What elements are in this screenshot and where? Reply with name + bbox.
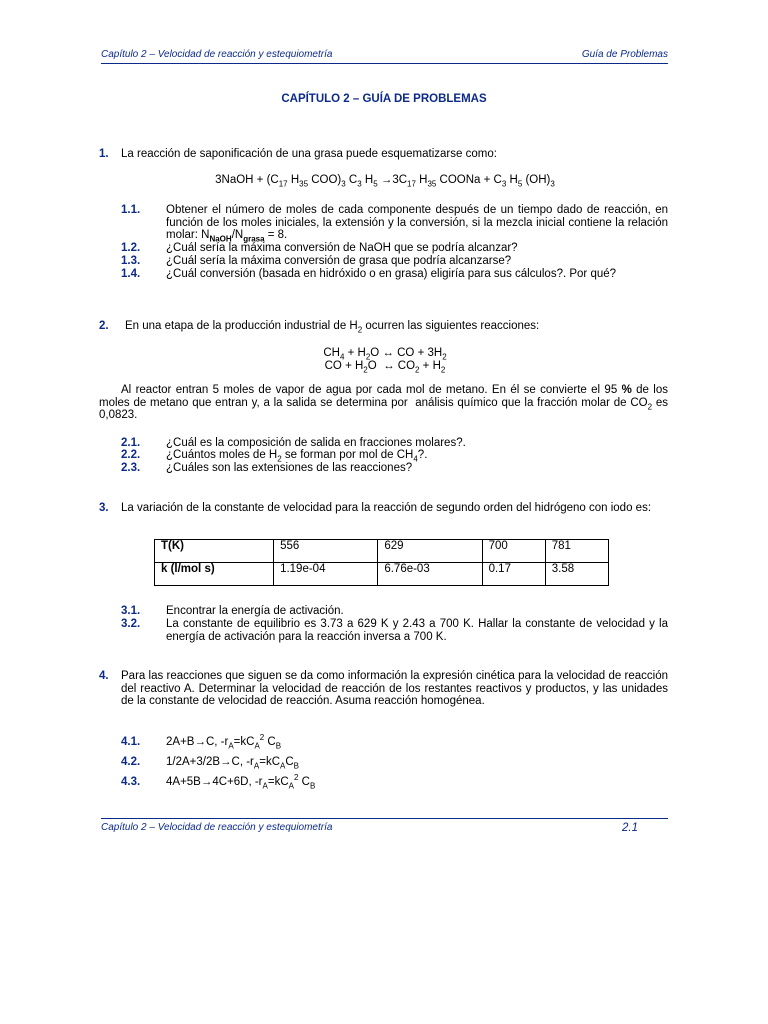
q1-item-1-number: 1.1. xyxy=(121,204,141,216)
q1-item-3-number: 1.3. xyxy=(121,255,141,267)
q2-text: En una etapa de la producción industrial de $H_2$ ocurren las siguientes reacciones: xyxy=(125,320,540,335)
table-cell: 6.76e-03 xyxy=(378,563,482,586)
q1-item-1-text: Obtener el número de moles de cada componente después de un tiempo dado de reacción, en función de los moles iniciales, la extensión y la conversión, si la mezcla inicial contiene la relación molar: $N_{NaOH}/N_{grasa} = 8$. xyxy=(166,204,668,244)
header-chapter: Capítulo 2 – Velocidad de reacción y estequiometría xyxy=(101,49,333,60)
q1-equation: 3NaOH + ($C_{17}$ $H_{35}$ $COO)_3$ $C_3$ $H_5 \to 3C_{17}$ $H_{35}$ COONa + $C_3$ $H_5$ $(OH)_3$ xyxy=(215,174,555,189)
q4-item-3-number: 4.3. xyxy=(121,776,141,788)
table-cell: 0.17 xyxy=(482,563,545,586)
q2-equation-1: $CH_4 + H_2O$ ↔ CO + $3H_2$ xyxy=(323,347,447,362)
table-cell: 3.58 xyxy=(545,563,608,586)
q1-item-2-text: ¿Cuál sería la máxima conversión de NaOH que se podría alcanzar? xyxy=(166,242,518,254)
header-guide: Guía de Problemas xyxy=(581,49,668,60)
q3-item-2-number: 3.2. xyxy=(121,618,141,630)
q1-text: La reacción de saponificación de una grasa puede esquematizarse como: xyxy=(121,148,497,160)
running-footer xyxy=(101,822,668,833)
footer-chapter: Capítulo 2 – Velocidad de reacción y estequiometría xyxy=(101,822,333,833)
rate-constant-table xyxy=(154,539,609,586)
header-rule xyxy=(101,63,668,64)
q1-item-4-number: 1.4. xyxy=(121,268,141,280)
q4-number: 4. xyxy=(99,670,109,682)
q4-item-2-number: 4.2. xyxy=(121,756,141,768)
q2-item-1-number: 2.1. xyxy=(121,437,141,449)
q4-item-3-text: 4A+5B→4C+6D, $-r_A=kC_A^2$ $C_B$ xyxy=(166,773,316,791)
q4-item-1-number: 4.1. xyxy=(121,736,141,748)
q2-item-3-number: 2.3. xyxy=(121,462,141,474)
table-row xyxy=(155,563,609,586)
q1-item-3-text: ¿Cuál sería la máxima conversión de grasa que podría alcanzarse? xyxy=(166,255,512,267)
q1-item-4-text: ¿Cuál conversión (basada en hidróxido o en grasa) eligiría para sus cálculos?. Por qué? xyxy=(166,268,617,280)
q2-paragraph: Al reactor entran 5 moles de vapor de agua por cada mol de metano. En él se convierte el 95 % de los moles de metano que entran y, a la salida se determina por análisis químico que la fracción molar de $CO_2$ es 0,0823. xyxy=(99,384,668,421)
table-cell: 556 xyxy=(274,540,378,563)
q1-item-2-number: 1.2. xyxy=(121,242,141,254)
table-cell: k (l/mol s) xyxy=(155,563,274,586)
table-cell: 781 xyxy=(545,540,608,563)
page-title: CAPÍTULO 2 – GUÍA DE PROBLEMAS xyxy=(281,93,487,105)
q2-item-2-text: ¿Cuántos moles de $H_2$ se forman por mol de $CH_4$?. xyxy=(166,449,428,464)
table-cell: 700 xyxy=(482,540,545,563)
footer-rule xyxy=(101,818,668,819)
q2-item-1-text: ¿Cuál es la composición de salida en fracciones molares?. xyxy=(166,437,466,449)
table-cell: T(K) xyxy=(155,540,274,563)
q3-item-1-number: 3.1. xyxy=(121,605,141,617)
q2-item-2-number: 2.2. xyxy=(121,449,141,461)
table-row xyxy=(155,540,609,563)
q2-item-3-text: ¿Cuáles son las extensiones de las reacciones? xyxy=(166,462,413,474)
q3-number: 3. xyxy=(99,502,109,514)
q4-item-1-text: 2A+B→C, $-r_A=kC_A^2$ $C_B$ xyxy=(166,733,282,751)
q3-item-1-text: Encontrar la energía de activación. xyxy=(166,605,344,617)
page-number: 2.1 xyxy=(622,822,638,834)
q1-number: 1. xyxy=(99,148,109,160)
table-cell: 1.19e-04 xyxy=(274,563,378,586)
q4-text: Para las reacciones que siguen se da como información la expresión cinética para la velocidad de reacción del reactivo A. Determinar la velocidad de reacción de los restantes reactivos y productos, y las unidades de la constante de velocidad de reacción. Asuma reacción homogénea. xyxy=(121,670,668,707)
q2-number: 2. xyxy=(99,320,109,332)
table-cell: 629 xyxy=(378,540,482,563)
q4-item-2-text: 1/2A+3/2B→C, $-r_A=kC_AC_B$ xyxy=(166,756,300,771)
q3-text: La variación de la constante de velocidad para la reacción de segundo orden del hidrógeno con iodo es: xyxy=(121,502,652,514)
q2-equation-2: CO + $H_2O$ ↔ $CO_2 + H_2$ xyxy=(324,360,446,375)
q3-item-2-text: La constante de equilibrio es 3.73 a 629 K y 2.43 a 700 K. Hallar la constante de velocidad y la energía de activación para la reacción inversa a 700 K. xyxy=(166,618,668,643)
